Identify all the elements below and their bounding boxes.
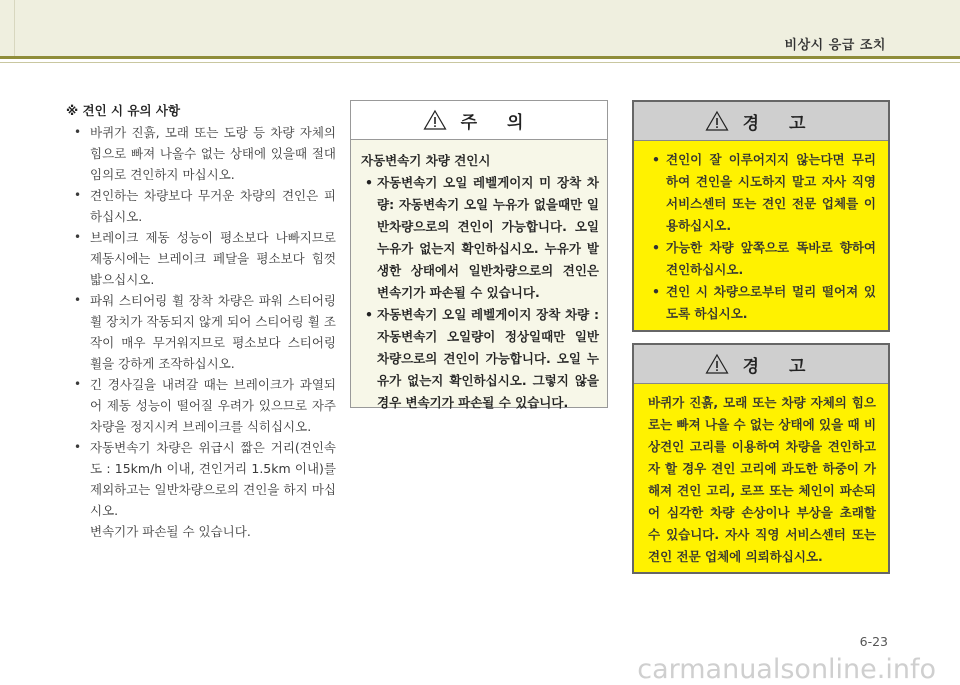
warning-heading-1 xyxy=(634,102,888,141)
list-item: • 견인 시 차량으로부터 멀리 떨어져 있도록 하십시오. xyxy=(648,281,876,325)
list-item: • 자동변속기 오일 레벨게이지 장착 차량 : 자동변속기 오일량이 정상일때만 일반 차량으로의 견인이 가능합니다. 오일 누유가 없는지 확인하십시오. 그렇지 않을경우 변속기가 파손될 수 있습니다. xyxy=(361,304,599,414)
list-item: • 긴 경사길을 내려갈 때는 브레이크가 과열되어 제동 성능이 떨어질 우려가 있으므로 자주 차량을 정지시켜 브레이크를 식히십시오. xyxy=(66,374,336,437)
warning-triangle-icon xyxy=(705,353,729,375)
list-item: • 가능한 차량 앞쪽으로 똑바로 향하여 견인하십시오. xyxy=(648,237,876,281)
warning-list-1 xyxy=(648,149,876,325)
caution-box xyxy=(350,100,608,408)
list-item: • 자동변속기 오일 레벨게이지 미 장착 차량: 자동변속기 오일 누유가 없을때만 일반차량으로의 견인이 가능합니다. 오일 누유가 없는지 확인하십시오. 누유가 발생한 상태에서 일반차량으로의 견인은 변속기가 파손될 수 있습니다. xyxy=(361,172,599,304)
caution-list xyxy=(361,172,599,414)
list-item: • 파워 스티어링 휠 장착 차량은 파워 스티어링 휠 장치가 작동되지 않게 되어 스티어링 휠 조작이 매우 무거워지므로 평소보다 스티어링 휠을 강하게 조작하십시오. xyxy=(66,290,336,374)
watermark: carmanualsonline.info xyxy=(637,654,936,685)
towing-notes xyxy=(66,100,336,542)
section-title: 비상시 응급 조치 xyxy=(784,38,886,53)
warning-label-2: 경 고 xyxy=(742,356,818,377)
list-item: • 자동변속기 차량은 위급시 짧은 거리(견인속도 : 15km/h 이내, 견인거리 1.5km 이내)를 제외하고는 일반차량으로의 견인을 하지 마십시오. xyxy=(66,437,336,521)
warning-box-1 xyxy=(632,100,890,332)
list-item: • 브레이크 제동 성능이 평소보다 나빠지므로 제동시에는 브레이크 페달을 평소보다 힘껏 밟으십시오. xyxy=(66,227,336,290)
towing-note: 변속기가 파손될 수 있습니다. xyxy=(90,524,251,539)
warning-triangle-icon xyxy=(705,110,729,132)
header-divider xyxy=(14,0,15,56)
list-item: • 견인하는 차량보다 무거운 차량의 견인은 피하십시오. xyxy=(66,185,336,227)
towing-notes-title: ※ 견인 시 유의 사항 xyxy=(66,103,181,118)
caution-label: 주 의 xyxy=(460,112,536,133)
caution-heading xyxy=(351,101,607,140)
header-rule xyxy=(0,56,960,59)
list-item: • 견인이 잘 이루어지지 않는다면 무리하여 견인을 시도하지 말고 자사 직영 서비스센터 또는 견인 전문 업체를 이용하십시오. xyxy=(648,149,876,237)
warning-body-1 xyxy=(634,141,888,325)
warning-body-2 xyxy=(634,384,888,568)
warning-label-1: 경 고 xyxy=(742,113,818,134)
warning-heading-2 xyxy=(634,345,888,384)
list-item: • 바퀴가 진흙, 모래 또는 도랑 등 차량 자체의 힘으로 빠져 나올수 없는 상태에 있을때 절대 임의로 견인하지 마십시오. xyxy=(66,122,336,185)
towing-notes-list xyxy=(66,122,336,521)
warning-box-2 xyxy=(632,343,890,574)
caution-body xyxy=(351,140,607,414)
caution-title: 자동변속기 차량 견인시 xyxy=(361,153,491,168)
header-rule-thin xyxy=(0,62,960,63)
warning-text-2: 바퀴가 진흙, 모래 또는 차량 자체의 힘으로는 빠져 나올 수 없는 상태에 있을 때 비상견인 고리를 이용하여 차량을 견인하고자 할 경우 견인 고리에 과도한 하중이 가해져 견인 고리, 로프 또는 체인이 파손되어 심각한 차량 손상이나 부상을 초래할 수 있습니다. 자사 직영 서비스센터 또는 견인 전문 업체에 의뢰하십시오. xyxy=(648,395,877,564)
warning-triangle-icon xyxy=(423,109,447,131)
page-number: 6-23 xyxy=(859,634,888,649)
